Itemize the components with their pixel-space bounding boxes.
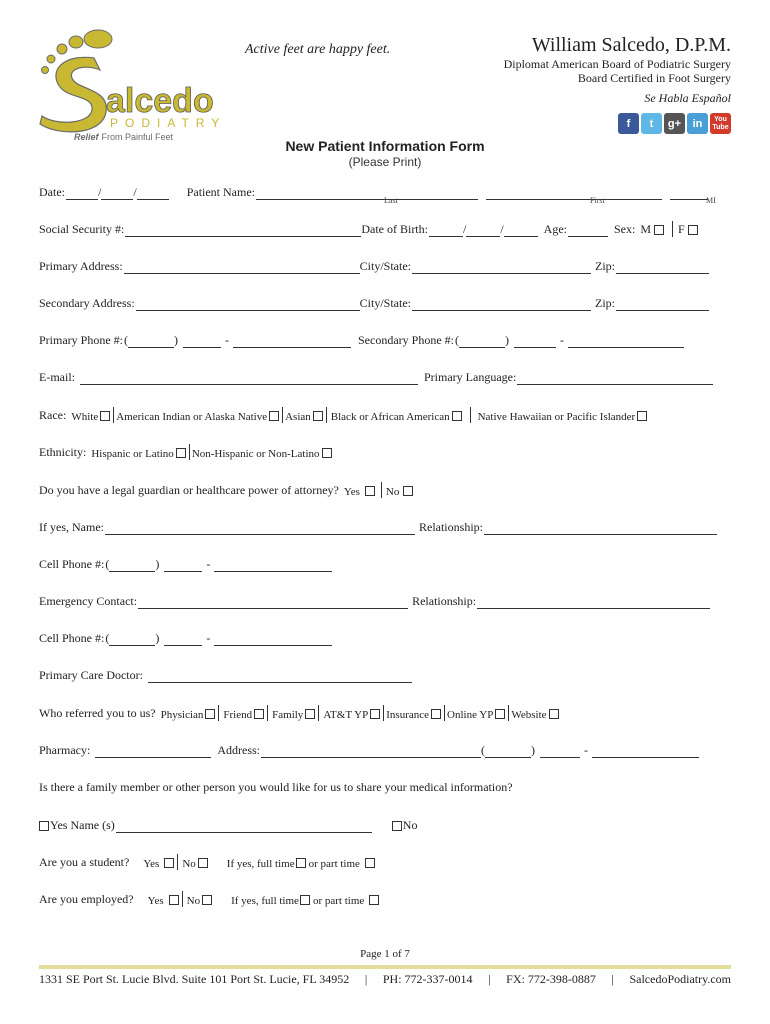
first-caption: First	[590, 196, 605, 205]
race-label: Race:	[39, 408, 67, 422]
primary-phone-area-field[interactable]	[128, 334, 174, 348]
emergency-relationship-field[interactable]	[477, 595, 710, 609]
dob-month-field[interactable]	[429, 223, 463, 237]
divider	[383, 705, 384, 721]
referral-online-yp-checkbox[interactable]	[495, 709, 505, 719]
footer-bar	[39, 965, 731, 969]
sex-m-checkbox[interactable]	[654, 225, 664, 235]
row-student	[39, 850, 731, 870]
pharmacy-phone-area-field[interactable]	[485, 744, 531, 758]
referral-att-checkbox[interactable]	[370, 709, 380, 719]
row-primary-care	[39, 663, 731, 683]
emergency-relationship-label: Relationship:	[412, 594, 477, 608]
emergency-contact-field[interactable]	[138, 595, 408, 609]
mi-caption: MI	[706, 196, 716, 205]
primary-language-field[interactable]	[517, 371, 713, 385]
patient-name-label: Patient Name:	[186, 185, 256, 199]
employed-full-time-checkbox[interactable]	[300, 895, 310, 905]
salcedo-podiatry-logo	[36, 28, 241, 143]
footer-fax: FX: 772-398-0887	[506, 972, 596, 986]
sex-f-checkbox[interactable]	[688, 225, 698, 235]
guardian-name-label: If yes, Name:	[39, 520, 104, 534]
emergency-contact-label: Emergency Contact:	[39, 594, 138, 608]
student-yes-checkbox[interactable]	[164, 858, 174, 868]
row-email-language	[39, 365, 731, 385]
row-emergency-cell: Cell Phone #: ( ) -	[39, 626, 731, 646]
divider	[318, 705, 319, 721]
logo-word: alcedo	[106, 82, 214, 120]
secondary-city-state-label: City/State:	[359, 296, 411, 310]
dob-year-field[interactable]	[504, 223, 538, 237]
ethnicity-non-hispanic-label: Non-Hispanic or Non-Latino	[191, 448, 320, 460]
primary-address-label: Primary Address:	[39, 259, 123, 273]
footer-phone: PH: 772-337-0014	[382, 972, 473, 986]
secondary-city-state-field[interactable]	[412, 297, 591, 311]
row-phones: Primary Phone #: ( ) - Secondary Phone #: ( ) -	[39, 328, 731, 348]
row-employed	[39, 887, 731, 907]
employed-no-label: No	[186, 895, 201, 907]
row-primary-address	[39, 254, 731, 274]
guardian-relationship-label: Relationship:	[418, 520, 483, 534]
dob-label: Date of Birth:	[361, 222, 428, 236]
form-subtitle: (Please Print)	[348, 155, 422, 169]
sex-f-label: F	[678, 222, 685, 236]
footer-separator: |	[611, 972, 614, 986]
tagline: Active feet are happy feet.	[245, 42, 391, 57]
race-asian-checkbox[interactable]	[313, 411, 323, 421]
ethnicity-hispanic-label: Hispanic or Latino	[91, 448, 174, 460]
primary-zip-label: Zip:	[595, 259, 616, 273]
pharmacy-phone-number-field[interactable]	[592, 744, 699, 758]
divider	[282, 407, 283, 423]
ethnicity-non-hispanic-checkbox[interactable]	[322, 448, 332, 458]
secondary-phone-prefix-field[interactable]	[514, 334, 556, 348]
share-question: Is there a family member or other person you would like for us to share your medical information?	[39, 780, 513, 794]
referral-friend-checkbox[interactable]	[254, 709, 264, 719]
divider	[444, 705, 445, 721]
secondary-phone-label: Secondary Phone #:	[358, 333, 454, 347]
age-field[interactable]	[568, 223, 608, 237]
pharmacy-address-label: Address:	[217, 743, 260, 757]
divider	[672, 221, 673, 237]
youtube-icon[interactable]: You Tube	[710, 113, 731, 134]
referral-physician-label: Physician	[160, 709, 204, 721]
student-part-time-label: or part time	[308, 858, 360, 870]
secondary-phone-number-field[interactable]	[568, 334, 684, 348]
primary-zip-field[interactable]	[616, 260, 709, 274]
divider	[508, 705, 509, 721]
footer	[39, 972, 731, 987]
email-field[interactable]	[80, 371, 418, 385]
share-name-field[interactable]	[116, 819, 372, 833]
facebook-icon[interactable]: f	[618, 113, 639, 134]
pharmacy-phone-prefix-field[interactable]	[540, 744, 580, 758]
guardian-relationship-field[interactable]	[484, 521, 717, 535]
row-pharmacy: Pharmacy: Address: ( ) -	[39, 738, 731, 758]
referral-att-label: AT&T YP	[323, 709, 369, 721]
divider	[177, 854, 178, 870]
twitter-icon[interactable]: t	[641, 113, 662, 134]
social-icons	[618, 113, 731, 134]
race-white-label: White	[71, 411, 99, 423]
student-yes-label: Yes	[143, 858, 160, 870]
referral-website-checkbox[interactable]	[549, 709, 559, 719]
row-ssn-dob: Social Security #: Date of Birth: / / Age: Sex: M F	[39, 217, 731, 237]
mi-field[interactable]	[670, 186, 708, 200]
footer-separator: |	[364, 972, 368, 986]
divider	[189, 444, 190, 460]
race-asian-label: Asian	[285, 411, 311, 423]
employed-yes-label: Yes	[147, 895, 164, 907]
referral-insurance-checkbox[interactable]	[431, 709, 441, 719]
student-no-checkbox[interactable]	[198, 858, 208, 868]
row-date-name: Date: / / Patient Name:	[39, 180, 731, 200]
ssn-label: Social Security #:	[39, 222, 125, 236]
first-name-field[interactable]	[486, 186, 662, 200]
divider	[470, 407, 471, 423]
race-american-indian-checkbox[interactable]	[269, 411, 279, 421]
logo-sub: PODIATRY	[110, 116, 227, 130]
guardian-yes-label: Yes	[343, 486, 360, 498]
row-guardian-name	[39, 515, 731, 535]
age-label: Age:	[543, 222, 567, 236]
race-black-label: Black or African American	[330, 411, 450, 423]
row-guardian-cell: Cell Phone #: ( ) -	[39, 552, 731, 572]
sex-m-label: M	[640, 222, 652, 236]
divider	[326, 407, 327, 423]
row-race	[39, 403, 731, 423]
race-american-indian-label: American Indian or Alaska Native	[116, 411, 268, 423]
guardian-no-checkbox[interactable]	[403, 486, 413, 496]
guardian-cell-area-field[interactable]	[109, 558, 155, 572]
row-ethnicity	[39, 440, 731, 460]
footer-address: 1331 SE Port St. Lucie Blvd. Suite 101 Port St. Lucie, FL 34952	[39, 972, 350, 986]
credential-2: Board Certified in Foot Surgery	[577, 71, 731, 85]
emergency-cell-number-field[interactable]	[214, 632, 332, 646]
student-full-time-checkbox[interactable]	[296, 858, 306, 868]
employed-part-time-checkbox[interactable]	[369, 895, 379, 905]
date-year-field[interactable]	[137, 186, 169, 200]
share-yes-checkbox[interactable]	[39, 821, 49, 831]
last-caption: Last	[384, 196, 398, 205]
date-month-field[interactable]	[66, 186, 98, 200]
date-label: Date:	[39, 185, 65, 199]
linkedin-icon[interactable]: in	[687, 113, 708, 134]
pharmacy-address-field[interactable]	[261, 744, 481, 758]
pharmacy-label: Pharmacy:	[39, 743, 91, 757]
guardian-question: Do you have a legal guardian or healthcare power of attorney?	[39, 483, 339, 497]
se-habla-espanol: Se Habla Español	[644, 91, 731, 105]
primary-care-field[interactable]	[148, 669, 412, 683]
referral-physician-checkbox[interactable]	[205, 709, 215, 719]
row-referral	[39, 701, 731, 721]
referral-online-yp-label: Online YP	[447, 709, 494, 721]
guardian-no-label: No	[385, 486, 400, 498]
email-label: E-mail:	[39, 370, 75, 384]
share-yes-label: Yes Name (s)	[50, 818, 115, 832]
employed-yes-checkbox[interactable]	[169, 895, 179, 905]
referral-insurance-label: Insurance	[386, 709, 430, 721]
logo-tagline-bold: Relief	[74, 132, 99, 142]
secondary-zip-label: Zip:	[595, 296, 615, 310]
logo-tagline-rest: From Painful Feet	[101, 132, 174, 142]
student-full-time-label: If yes, full time	[226, 858, 295, 870]
row-secondary-address	[39, 291, 731, 311]
guardian-cell-number-field[interactable]	[214, 558, 332, 572]
dob-day-field[interactable]	[466, 223, 500, 237]
student-part-time-checkbox[interactable]	[365, 858, 375, 868]
guardian-cell-prefix-field[interactable]	[164, 558, 202, 572]
student-no-label: No	[182, 858, 196, 870]
last-name-field[interactable]	[256, 186, 478, 200]
row-guardian	[39, 478, 731, 498]
ssn-field[interactable]	[125, 223, 361, 237]
primary-phone-label: Primary Phone #:	[39, 333, 123, 347]
race-hawaiian-label: Native Hawaiian or Pacific Islander	[477, 411, 636, 423]
primary-language-label: Primary Language:	[424, 370, 517, 384]
guardian-cell-label: Cell Phone #:	[39, 557, 105, 571]
emergency-cell-label: Cell Phone #:	[39, 631, 105, 645]
doctor-name: William Salcedo, D.P.M.	[531, 34, 731, 56]
secondary-zip-field[interactable]	[616, 297, 709, 311]
share-no-checkbox[interactable]	[392, 821, 402, 831]
date-day-field[interactable]	[101, 186, 133, 200]
divider	[267, 705, 268, 721]
ethnicity-label: Ethnicity:	[39, 445, 87, 459]
form-title: New Patient Information Form	[285, 138, 485, 154]
pharmacy-field[interactable]	[95, 744, 211, 758]
referral-question: Who referred you to us?	[39, 706, 156, 720]
secondary-address-label: Secondary Address:	[39, 296, 135, 310]
employed-question: Are you employed?	[39, 892, 134, 906]
primary-phone-number-field[interactable]	[233, 334, 351, 348]
primary-address-field[interactable]	[124, 260, 360, 274]
divider	[218, 705, 219, 721]
footer-separator: |	[488, 972, 491, 986]
share-no-label: No	[402, 818, 418, 832]
credential-1: Diplomat American Board of Podiatric Surgery	[503, 57, 731, 71]
primary-care-label: Primary Care Doctor:	[39, 668, 143, 682]
guardian-yes-checkbox[interactable]	[365, 486, 375, 496]
race-white-checkbox[interactable]	[100, 411, 110, 421]
student-question: Are you a student?	[39, 855, 130, 869]
row-share-question	[39, 775, 731, 795]
footer-website[interactable]: SalcedoPodiatry.com	[629, 972, 731, 986]
divider	[381, 482, 382, 498]
primary-city-state-field[interactable]	[412, 260, 591, 274]
secondary-phone-area-field[interactable]	[459, 334, 505, 348]
referral-friend-label: Friend	[223, 709, 253, 721]
referral-family-label: Family	[272, 709, 304, 721]
race-hawaiian-checkbox[interactable]	[637, 411, 647, 421]
ethnicity-hispanic-checkbox[interactable]	[176, 448, 186, 458]
guardian-name-field[interactable]	[105, 521, 415, 535]
employed-full-time-label: If yes, full time	[231, 895, 299, 907]
divider	[182, 891, 183, 907]
emergency-cell-area-field[interactable]	[109, 632, 155, 646]
employed-no-checkbox[interactable]	[202, 895, 212, 905]
divider	[113, 407, 114, 423]
secondary-address-field[interactable]	[136, 297, 360, 311]
primary-city-state-label: City/State:	[359, 259, 412, 273]
referral-family-checkbox[interactable]	[305, 709, 315, 719]
employed-part-time-label: or part time	[312, 895, 365, 907]
emergency-cell-prefix-field[interactable]	[164, 632, 202, 646]
sex-label: Sex:	[614, 222, 636, 236]
row-emergency-contact	[39, 589, 731, 609]
row-share-answer	[39, 813, 731, 833]
primary-phone-prefix-field[interactable]	[183, 334, 221, 348]
page-number: Page 1 of 7	[360, 948, 410, 960]
race-black-checkbox[interactable]	[452, 411, 462, 421]
google-plus-icon[interactable]: g+	[664, 113, 685, 134]
referral-website-label: Website	[511, 709, 547, 721]
